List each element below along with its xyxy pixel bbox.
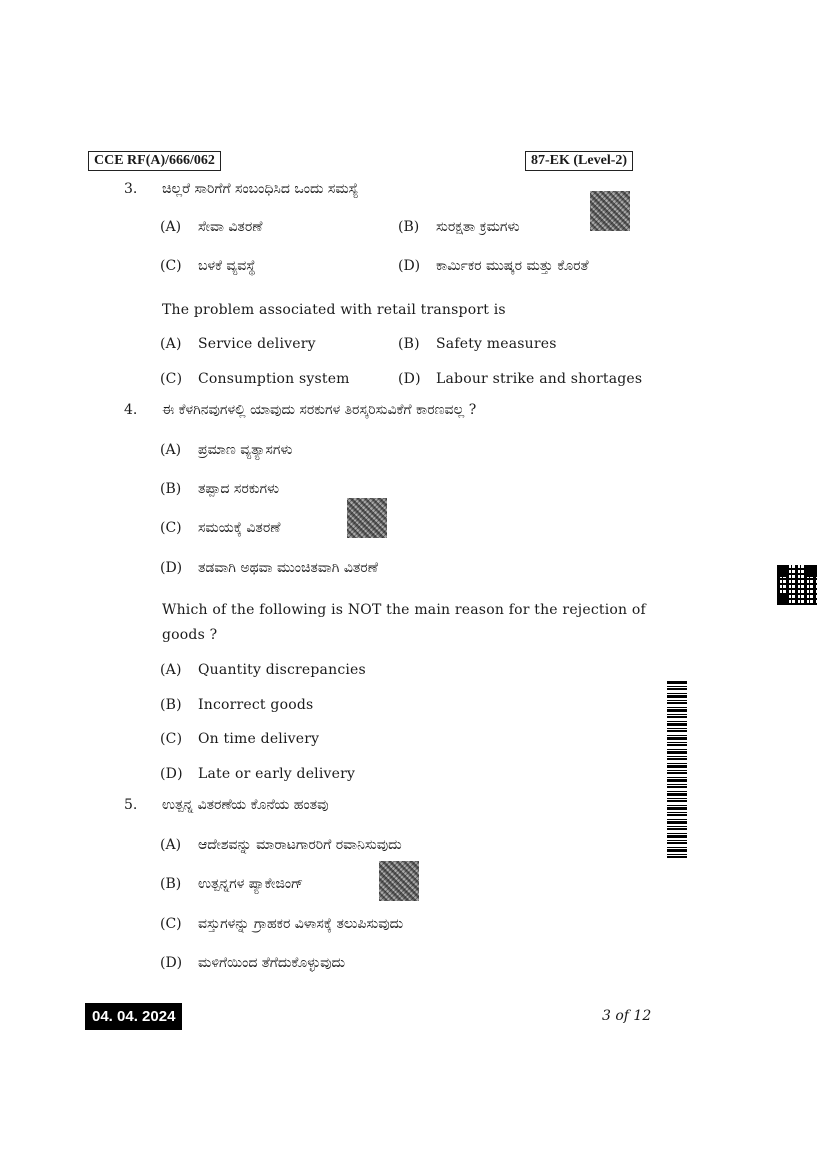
exam-date: 04. 04. 2024 (85, 1003, 182, 1030)
q4-en-option-d: (D) Late or early delivery (160, 766, 356, 782)
q5-kn-option-c: (C) ವಸ್ತುಗಳನ್ನು ಗ್ರಾಹಕರ ವಿಳಾಸಕ್ಕೆ ತಲುಪಿಸುವುದು (160, 916, 404, 932)
q4-kn-option-a: (A) ಪ್ರಮಾಣ ವ್ಯತ್ಯಾಸಗಳು (160, 442, 293, 458)
q4-kn-option-b: (B) ತಪ್ಪಾದ ಸರಕುಗಳು (160, 481, 280, 497)
q4-kn-option-c: (C) ಸಮಯಕ್ಕೆ ವಿತರಣೆ (160, 520, 281, 536)
question-4-number: 4. (124, 402, 138, 418)
question-3-kannada: ಚಿಲ್ಲರೆ ಸಾರಿಗೆಗೆ ಸಂಬಂಧಿಸಿದ ಒಂದು ಸಮಸ್ಯೆ (162, 181, 359, 197)
question-5-number: 5. (124, 797, 138, 813)
question-5-kannada: ಉತ್ಪನ್ನ ವಿತರಣೆಯ ಕೊನೆಯ ಹಂತವು (162, 797, 329, 813)
q3-en-option-a: (A) Service delivery (160, 336, 316, 352)
question-4-english-line1: Which of the following is NOT the main reason for the rejection of (162, 602, 646, 618)
paper-code-right: 87-EK (Level-2) (525, 151, 633, 171)
q4-en-option-a: (A) Quantity discrepancies (160, 662, 366, 678)
question-3-number: 3. (124, 181, 138, 197)
question-4-english-line2: goods ? (162, 627, 218, 643)
q3-kn-option-a: (A) ಸೇವಾ ವಿತರಣೆ (160, 219, 263, 235)
q3-kn-option-d: (D) ಕಾರ್ಮಿಕರ ಮುಷ್ಕರ ಮತ್ತು ಕೊರತೆ (398, 258, 589, 274)
noise-watermark-2 (347, 498, 387, 538)
q3-kn-option-b: (B) ಸುರಕ್ಷತಾ ಕ್ರಮಗಳು (398, 219, 520, 235)
question-3-english: The problem associated with retail transport is (162, 302, 506, 318)
noise-watermark-3 (379, 861, 419, 901)
barcode-icon (667, 680, 687, 858)
q4-en-option-b: (B) Incorrect goods (160, 697, 314, 713)
q4-en-option-c: (C) On time delivery (160, 731, 320, 747)
q5-kn-option-d: (D) ಮಳಿಗೆಯಿಂದ ತೆಗೆದುಕೊಳ್ಳುವುದು (160, 955, 346, 971)
q4-kn-option-d: (D) ತಡವಾಗಿ ಅಥವಾ ಮುಂಚಿತವಾಗಿ ವಿತರಣೆ (160, 560, 378, 576)
q5-kn-option-b: (B) ಉತ್ಪನ್ನಗಳ ಪ್ಯಾಕೇಜಿಂಗ್ (160, 876, 304, 892)
question-4-kannada: ಈ ಕೆಳಗಿನವುಗಳಲ್ಲಿ ಯಾವುದು ಸರಕುಗಳ ತಿರಸ್ಕರಿಸುವಿಕೆಗೆ ಕಾರಣವಲ್ಲ ? (162, 402, 477, 418)
q3-kn-option-c: (C) ಬಳಕೆ ವ್ಯವಸ್ಥೆ (160, 258, 256, 274)
noise-watermark-1 (590, 191, 630, 231)
q3-en-option-b: (B) Safety measures (398, 336, 557, 352)
q3-en-option-d: (D) Labour strike and shortages (398, 371, 643, 387)
qr-code-icon (777, 565, 817, 605)
q5-kn-option-a: (A) ಆದೇಶವನ್ನು ಮಾರಾಟಗಾರರಿಗೆ ರವಾನಿಸುವುದು (160, 837, 402, 853)
paper-code-left: CCE RF(A)/666/062 (88, 151, 221, 171)
q3-en-option-c: (C) Consumption system (160, 371, 350, 387)
page-number: 3 of 12 (602, 1008, 652, 1024)
